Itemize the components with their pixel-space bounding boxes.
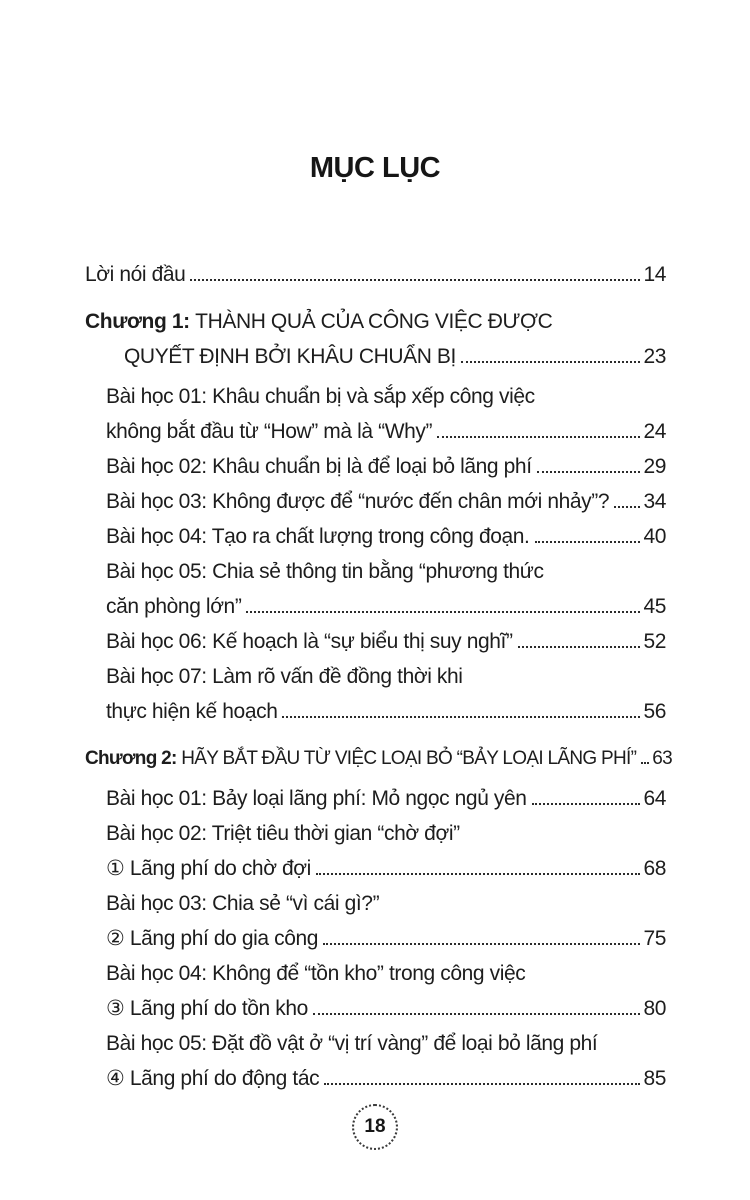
entry-text: Bài học 04: Không để “tồn kho” trong công việc: [106, 962, 526, 985]
page-title: MỤC LỤC: [309, 152, 441, 184]
dot-leader: [323, 940, 640, 945]
toc-entry-line: [85, 379, 666, 414]
toc-chapter-line: [85, 339, 666, 374]
dot-leader: [518, 643, 641, 648]
entry-text: Bài học 04: Tạo ra chất lượng trong công đoạn.: [106, 525, 530, 548]
dot-leader: [316, 870, 641, 875]
entry-page-number: 68: [643, 857, 666, 880]
entry-page-number: 85: [643, 1067, 666, 1090]
dot-leader: [324, 1080, 640, 1085]
entry-text: Bài học 01: Bảy loại lãng phí: Mỏ ngọc ngủ yên: [106, 787, 527, 810]
toc-entry-line: [85, 1061, 666, 1096]
toc-entry-line: [85, 414, 666, 449]
chapter-label: Chương 1:: [85, 310, 196, 333]
entry-page-number: 64: [643, 787, 666, 810]
entry-page-number: 34: [643, 490, 666, 513]
toc-entry-line: [85, 554, 666, 589]
entry-text: căn phòng lớn”: [106, 595, 242, 618]
toc-entry-line: [85, 589, 666, 624]
chapter-label: Chương 2:: [85, 748, 182, 769]
entry-text: THÀNH QUẢ CỦA CÔNG VIỆC ĐƯỢC: [195, 310, 553, 333]
entry-text: Bài học 05: Chia sẻ thông tin bằng “phương thức: [106, 560, 544, 583]
entry-page-number: 52: [643, 630, 666, 653]
footer-page-number: 18: [364, 1116, 386, 1137]
entry-text: không bắt đầu từ “How” mà là “Why”: [106, 420, 433, 443]
dot-leader: [246, 608, 640, 613]
entry-text: Bài học 06: Kế hoạch là “sự biểu thị suy nghĩ”: [106, 630, 513, 653]
entry-text: Bài học 03: Chia sẻ “vì cái gì?”: [106, 892, 380, 915]
dot-leader: [535, 538, 641, 543]
dot-leader: [614, 503, 640, 508]
toc-entry-line: [85, 449, 666, 484]
toc-chapter-line: [85, 304, 666, 339]
entry-page-number: 14: [643, 263, 666, 286]
toc-entry-line: [85, 886, 666, 921]
dot-leader: [437, 433, 640, 438]
toc-entry-line: [85, 816, 666, 851]
entry-text: Bài học 03: Không được để “nước đến chân mới nhảy”?: [106, 490, 610, 513]
entry-text: ② Lãng phí do gia công: [106, 927, 319, 950]
entry-text: HÃY BẮT ĐẦU TỪ VIỆC LOẠI BỎ “BẢY LOẠI LÃNG PHÍ”: [181, 748, 637, 769]
entry-page-number: 29: [643, 455, 666, 478]
dot-leader: [313, 1010, 641, 1015]
toc-entry-line: [85, 484, 666, 519]
entry-text: ③ Lãng phí do tồn kho: [106, 997, 308, 1020]
footer-page-badge: [352, 1104, 398, 1150]
toc-entry-line: [85, 781, 666, 816]
entry-text: ④ Lãng phí do động tác: [106, 1067, 320, 1090]
toc-chapter-line: [85, 741, 672, 776]
toc-entry-line: [85, 991, 666, 1026]
dot-leader: [461, 358, 640, 363]
toc-entry-line: [85, 257, 666, 292]
entry-page-number: 23: [643, 345, 666, 368]
entry-text: Lời nói đầu: [85, 263, 186, 286]
entry-text: Bài học 01: Khâu chuẩn bị và sắp xếp công việc: [106, 385, 535, 408]
entry-page-number: 80: [643, 997, 666, 1020]
dot-leader: [190, 276, 640, 281]
entry-page-number: 45: [643, 595, 666, 618]
entry-page-number: 56: [643, 700, 666, 723]
dot-leader: [537, 468, 641, 473]
dot-leader: [532, 800, 641, 805]
toc-entry-line: [85, 956, 666, 991]
entry-page-number: 24: [643, 420, 666, 443]
toc-entry-line: [85, 921, 666, 956]
toc-list: [0, 257, 750, 1096]
toc-entry-line: [85, 659, 666, 694]
dot-leader: [641, 759, 649, 764]
entry-page-number: 63: [652, 748, 672, 769]
entry-page-number: 75: [643, 927, 666, 950]
entry-text: QUYẾT ĐỊNH BỞI KHÂU CHUẨN BỊ: [124, 345, 456, 368]
entry-text: Bài học 05: Đặt đồ vật ở “vị trí vàng” để loại bỏ lãng phí: [106, 1032, 598, 1055]
dot-leader: [282, 713, 640, 718]
toc-entry-line: [85, 694, 666, 729]
entry-text: Bài học 02: Triệt tiêu thời gian “chờ đợi”: [106, 822, 460, 845]
toc-entry-line: [85, 624, 666, 659]
toc-entry-line: [85, 519, 666, 554]
entry-text: ① Lãng phí do chờ đợi: [106, 857, 311, 880]
entry-text: thực hiện kế hoạch: [106, 700, 278, 723]
toc-entry-line: [85, 851, 666, 886]
entry-text: Bài học 02: Khâu chuẩn bị là để loại bỏ lãng phí: [106, 455, 532, 478]
entry-page-number: 40: [643, 525, 666, 548]
entry-text: Bài học 07: Làm rõ vấn đề đồng thời khi: [106, 665, 463, 688]
toc-entry-line: [85, 1026, 666, 1061]
